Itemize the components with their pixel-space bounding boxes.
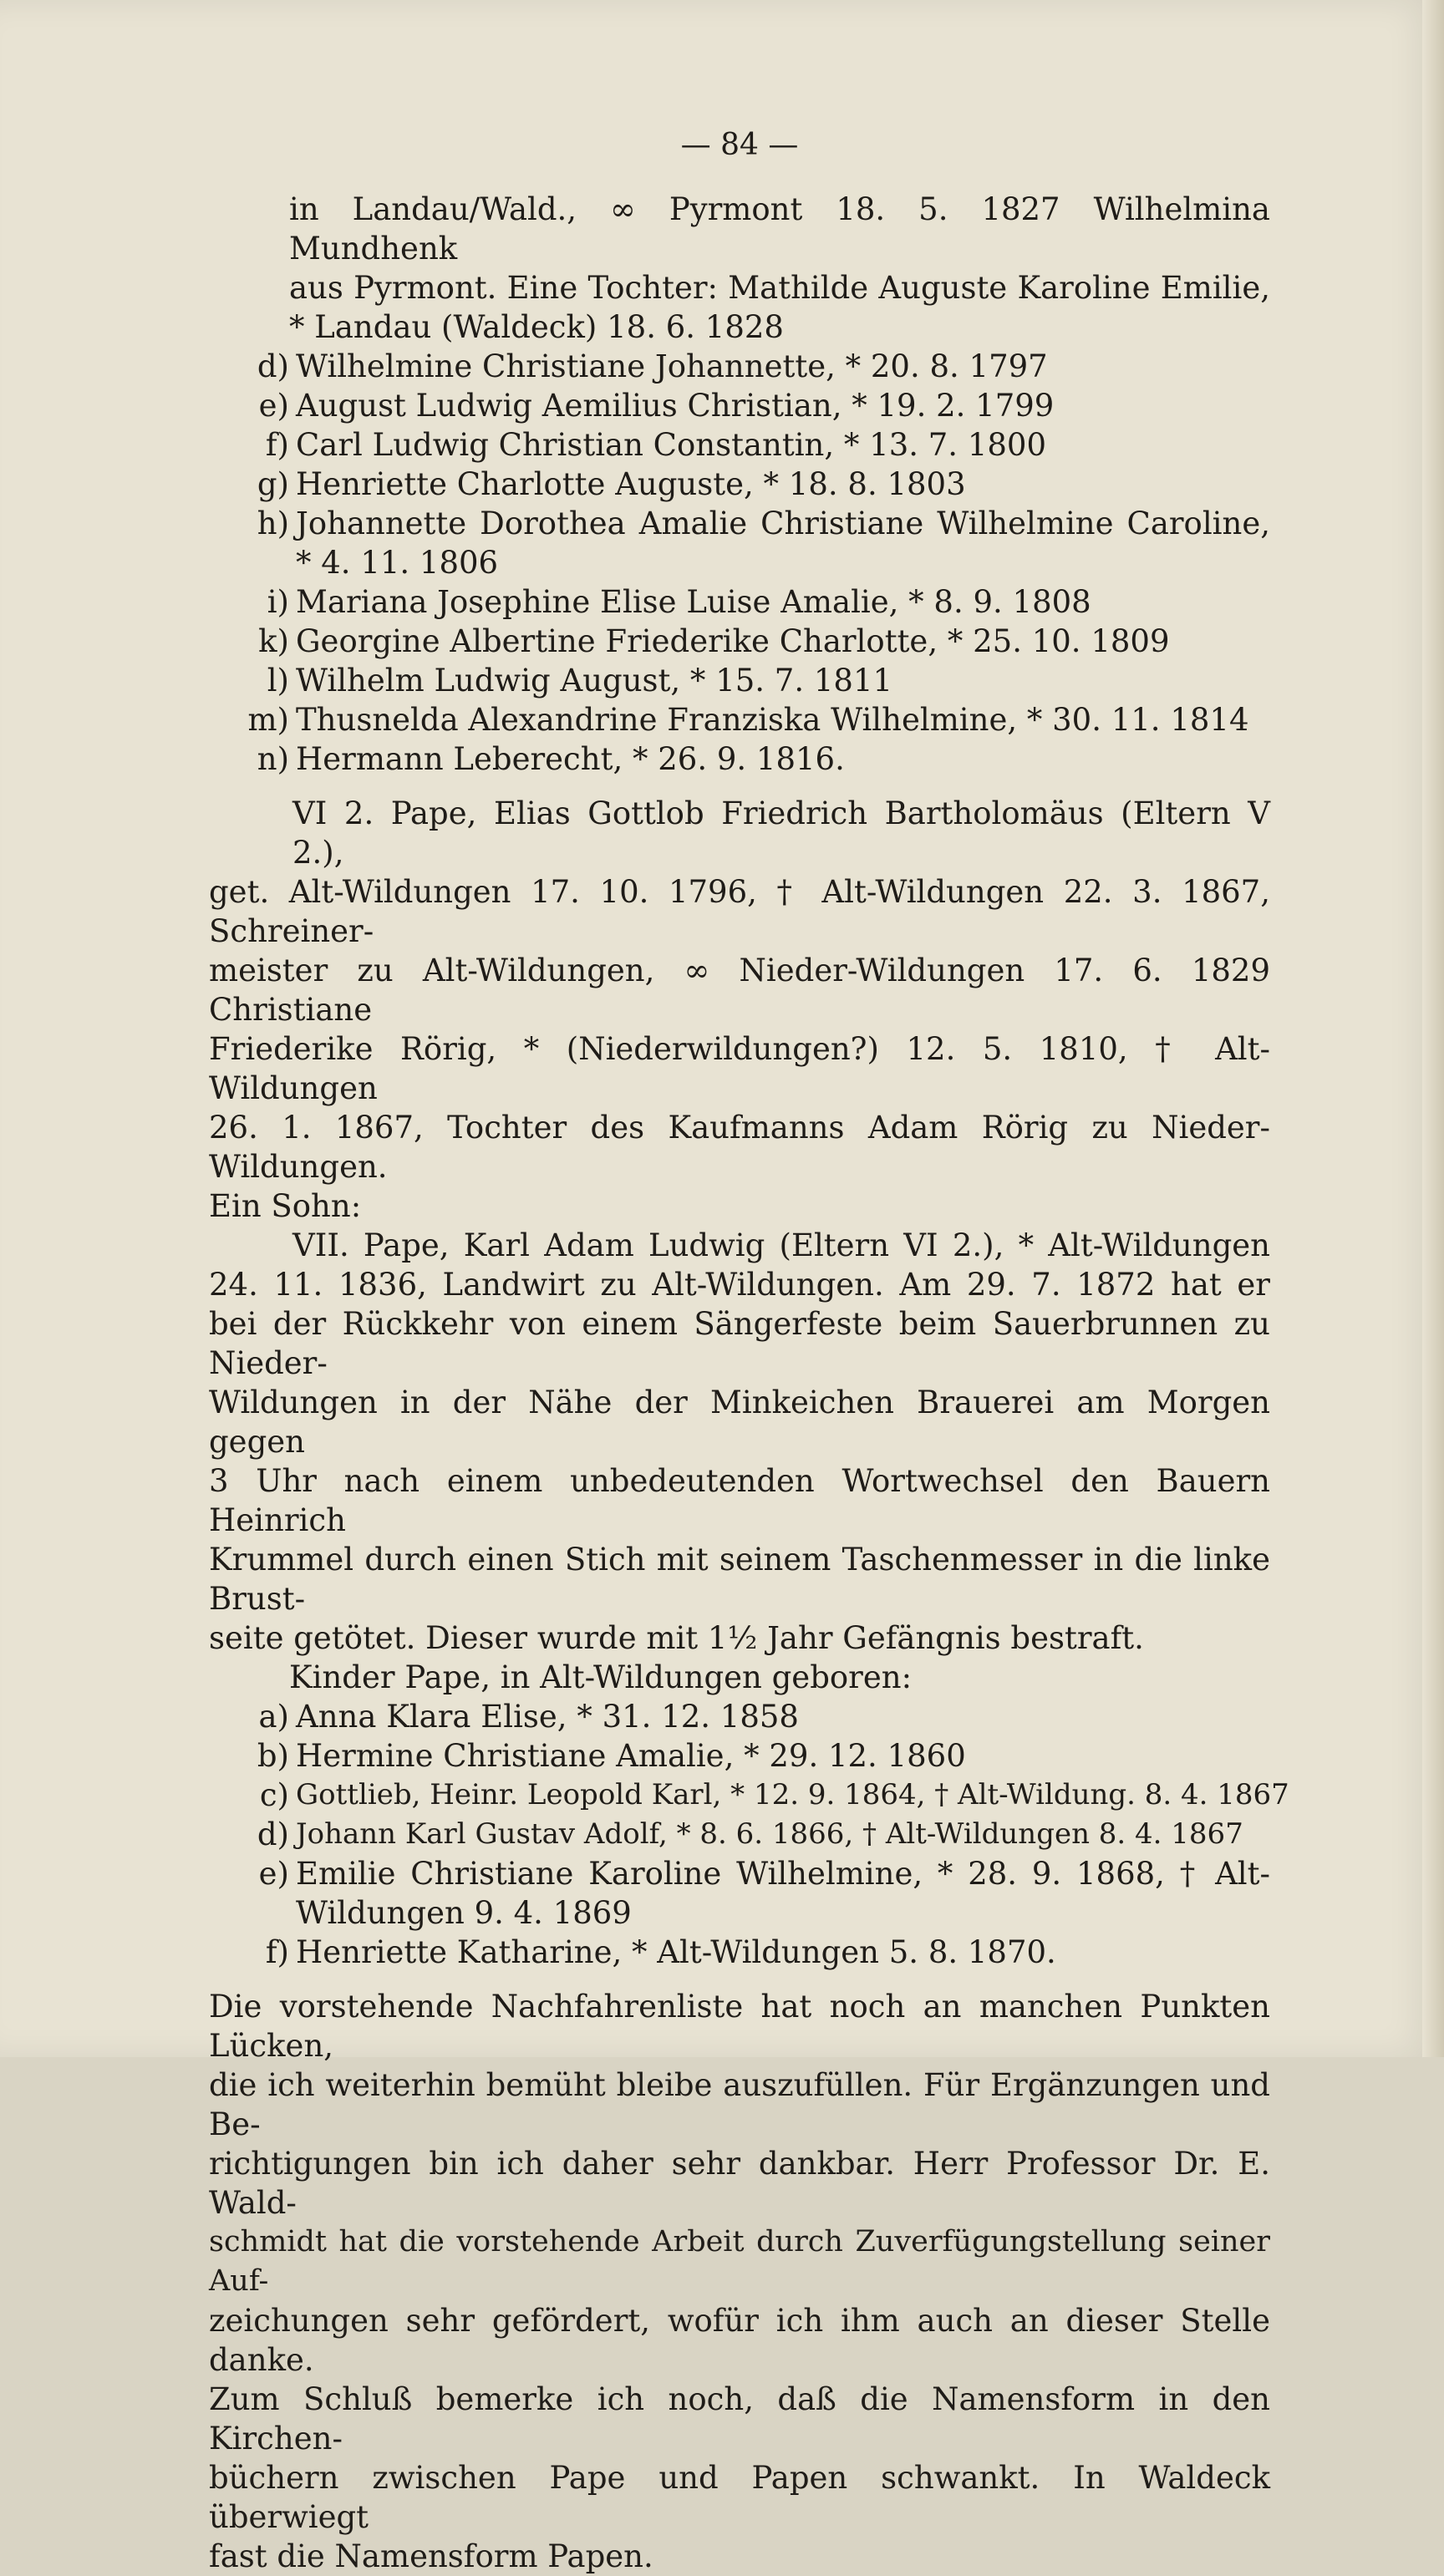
list-item bbox=[209, 1933, 1270, 1972]
text-line: Die vorstehende Nachfahrenliste hat noch an manchen Punkten Lücken, bbox=[209, 1989, 1270, 2064]
section-vii-paragraph bbox=[209, 1226, 1270, 1658]
item-label: d) bbox=[257, 1816, 289, 1852]
text-line: 3 Uhr nach einem unbedeutenden Wortwechsel den Bauern Heinrich bbox=[209, 1463, 1270, 1538]
item-label: k) bbox=[258, 623, 289, 659]
page-number: — 84 — bbox=[680, 128, 799, 162]
list-item bbox=[209, 465, 1270, 504]
item-label: g) bbox=[257, 466, 289, 502]
list-item bbox=[209, 700, 1270, 739]
text-line: zeichungen sehr gefördert, wofür ich ihm auch an dieser Stelle danke. bbox=[209, 2303, 1270, 2378]
text-line: büchern zwischen Pape und Papen schwankt. In Waldeck überwiegt bbox=[209, 2460, 1270, 2535]
item-label: i) bbox=[267, 584, 289, 620]
section-vi-paragraph bbox=[209, 794, 1270, 1226]
list-item bbox=[209, 1776, 1289, 1815]
list-item bbox=[209, 504, 1270, 543]
list-item bbox=[209, 661, 1270, 700]
text-line: Krummel durch einen Stich mit seinem Taschenmesser in die linke Brust- bbox=[209, 1542, 1270, 1617]
text-line: richtigungen bin ich daher sehr dankbar. Herr Professor Dr. E. Wald- bbox=[209, 2146, 1270, 2221]
item-text: Wilhelmine Christiane Johannette, * 20. 8. 1797 bbox=[296, 348, 1048, 384]
item-text: Johannette Dorothea Amalie Christiane Wilhelmine Caroline, bbox=[296, 506, 1270, 541]
item-label: e) bbox=[258, 1856, 289, 1892]
item-label: d) bbox=[257, 348, 289, 384]
list-item bbox=[209, 386, 1270, 425]
children-list-1 bbox=[209, 347, 1270, 779]
text-line: meister zu Alt-Wildungen, ∞ Nieder-Wildungen 17. 6. 1829 Christiane bbox=[209, 953, 1270, 1028]
item-text: Thusnelda Alexandrine Franziska Wilhelmine, * 30. 11. 1814 bbox=[296, 702, 1249, 738]
text-line: in Landau/Wald., ∞ Pyrmont 18. 5. 1827 Wilhelmina Mundhenk bbox=[289, 191, 1270, 267]
item-text: Wilhelm Ludwig August, * 15. 7. 1811 bbox=[296, 663, 893, 699]
list-item bbox=[209, 1854, 1270, 1893]
page-edge bbox=[1422, 0, 1444, 2057]
item-label: f) bbox=[265, 1934, 289, 1970]
item-label: n) bbox=[257, 741, 289, 777]
item-text: * 4. 11. 1806 bbox=[296, 545, 499, 581]
item-label: m) bbox=[247, 702, 289, 738]
intro-paragraph bbox=[209, 190, 1270, 347]
item-text: Hermann Leberecht, * 26. 9. 1816. bbox=[296, 741, 845, 777]
item-text: Hermine Christiane Amalie, * 29. 12. 1860 bbox=[296, 1738, 966, 1774]
text-line: 26. 1. 1867, Tochter des Kaufmanns Adam Rörig zu Nieder-Wildungen. bbox=[209, 1110, 1270, 1185]
item-label: c) bbox=[259, 1777, 289, 1813]
list-item-continuation bbox=[209, 543, 1270, 582]
item-label: e) bbox=[258, 388, 289, 424]
item-label: h) bbox=[257, 506, 289, 541]
item-text: Carl Ludwig Christian Constantin, * 13. 7. 1800 bbox=[296, 427, 1046, 463]
list-item bbox=[209, 1736, 1270, 1776]
text-line: die ich weiterhin bemüht bleibe auszufüllen. Für Ergänzungen und Be- bbox=[209, 2067, 1270, 2142]
list-item-continuation bbox=[209, 1893, 1270, 1933]
list-item bbox=[209, 425, 1270, 465]
item-label: f) bbox=[265, 427, 289, 463]
text-line: Friederike Rörig, * (Niederwildungen?) 12. 5. 1810, † Alt-Wildungen bbox=[209, 1031, 1270, 1106]
text-line: Zum Schluß bemerke ich noch, daß die Namensform in den Kirchen- bbox=[209, 2381, 1270, 2457]
item-text: Emilie Christiane Karoline Wilhelmine, * 28. 9. 1868, † Alt- bbox=[296, 1856, 1270, 1892]
text-line: Ein Sohn: bbox=[209, 1188, 362, 1224]
children-list-2 bbox=[209, 1697, 1289, 1972]
list-item bbox=[209, 347, 1270, 386]
text-line: schmidt hat die vorstehende Arbeit durch Zuverfügungstellung seiner Auf- bbox=[209, 2225, 1270, 2298]
text-line: Wildungen in der Nähe der Minkeichen Brauerei am Morgen gegen bbox=[209, 1385, 1270, 1460]
page-text bbox=[209, 125, 1289, 2576]
text-line: get. Alt-Wildungen 17. 10. 1796, † Alt-Wildungen 22. 3. 1867, Schreiner- bbox=[209, 874, 1270, 949]
list-item bbox=[209, 739, 1270, 779]
item-text: Mariana Josephine Elise Luise Amalie, * 8. 9. 1808 bbox=[296, 584, 1091, 620]
text-line: seite getötet. Dieser wurde mit 1½ Jahr Gefängnis bestraft. bbox=[209, 1620, 1144, 1656]
item-text: Johann Karl Gustav Adolf, * 8. 6. 1866, † Alt-Wildungen 8. 4. 1867 bbox=[296, 1817, 1243, 1851]
item-label: a) bbox=[258, 1699, 289, 1735]
list-item bbox=[209, 1697, 1270, 1736]
item-label: l) bbox=[267, 663, 289, 699]
kinder-heading: Kinder Pape, in Alt-Wildungen geboren: bbox=[289, 1659, 913, 1695]
text-line: * Landau (Waldeck) 18. 6. 1828 bbox=[289, 309, 784, 345]
text-line: aus Pyrmont. Eine Tochter: Mathilde Auguste Karoline Emilie, bbox=[289, 270, 1270, 306]
item-text: Henriette Katharine, * Alt-Wildungen 5. 8. 1870. bbox=[296, 1934, 1056, 1970]
text-line: 24. 11. 1836, Landwirt zu Alt-Wildungen. Am 29. 7. 1872 hat er bbox=[209, 1267, 1270, 1303]
item-text: Anna Klara Elise, * 31. 12. 1858 bbox=[296, 1699, 799, 1735]
list-item bbox=[209, 582, 1270, 622]
item-text: August Ludwig Aemilius Christian, * 19. 2. 1799 bbox=[296, 388, 1055, 424]
item-text: Georgine Albertine Friederike Charlotte, * 25. 10. 1809 bbox=[296, 623, 1170, 659]
text-line: fast die Namensform Papen. bbox=[209, 2538, 653, 2574]
item-label: b) bbox=[257, 1738, 289, 1774]
text-line: VI 2. Pape, Elias Gottlob Friedrich Bartholomäus (Eltern V 2.), bbox=[292, 795, 1270, 871]
text-line: VII. Pape, Karl Adam Ludwig (Eltern VI 2.), * Alt-Wildungen bbox=[292, 1227, 1270, 1263]
text-line: bei der Rückkehr von einem Sängerfeste beim Sauerbrunnen zu Nieder- bbox=[209, 1306, 1270, 1381]
item-text: Gottlieb, Heinr. Leopold Karl, * 12. 9. 1864, † Alt-Wildung. 8. 4. 1867 bbox=[296, 1778, 1289, 1811]
item-text: Henriette Charlotte Auguste, * 18. 8. 1803 bbox=[296, 466, 966, 502]
list-item bbox=[209, 1815, 1270, 1854]
list-item bbox=[209, 622, 1270, 661]
closing-paragraph bbox=[209, 1987, 1270, 2576]
item-text: Wildungen 9. 4. 1869 bbox=[296, 1895, 632, 1931]
